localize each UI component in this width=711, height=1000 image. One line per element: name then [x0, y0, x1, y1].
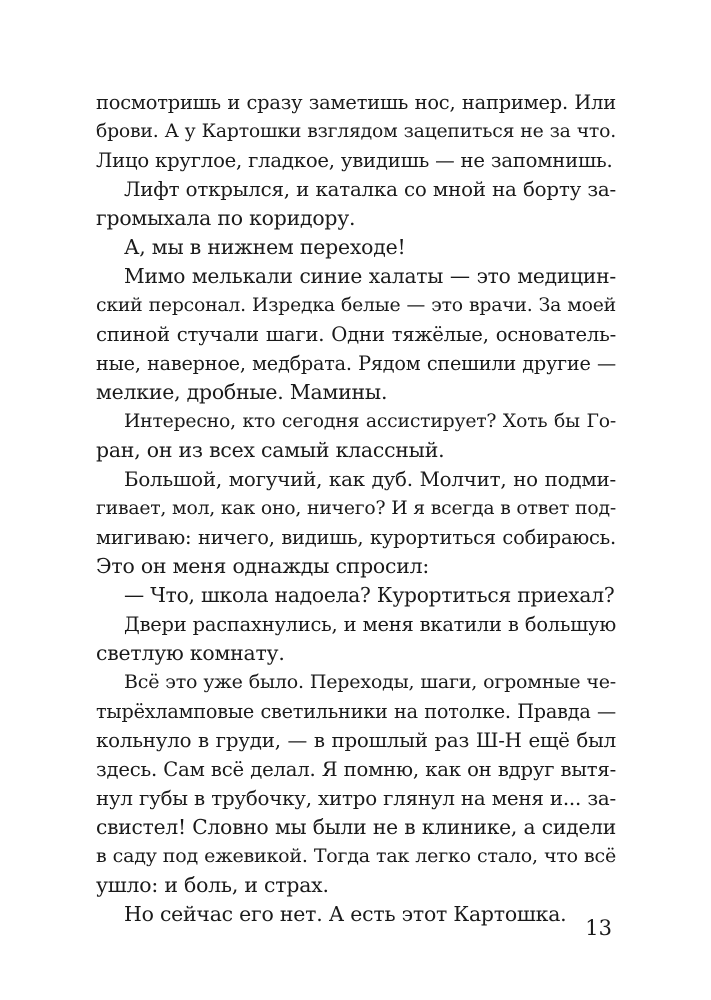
text-line: ные, наверное, медбрата. Рядом спешили другие —: [96, 352, 616, 375]
text-line: Лицо круглое, гладкое, увидишь — не запомнишь.: [96, 149, 613, 172]
text-line: тырёхламповые светильники на потолке. Правда —: [96, 700, 616, 723]
text-line: Мимо мелькали синие халаты — это медицин-: [124, 264, 616, 288]
text-line: Лифт открылся, и каталка со мной на борту за-: [124, 178, 616, 201]
text-line: свистел! Словно мы были не в клинике, а сидели: [96, 815, 616, 839]
text-line: спиной стучали шаги. Одни тяжёлые, основатель-: [96, 323, 616, 346]
text-line: нул губы в трубочку, хитро глянул на меня и... за-: [96, 787, 616, 810]
text-line: ский персонал. Изредка белые — это врачи. За моей: [96, 295, 616, 316]
text-line: Это он меня однажды спросил:: [96, 554, 430, 578]
text-line: в саду под ежевикой. Тогда так легко стало, что всё: [96, 845, 616, 867]
text-line: Но сейчас его нет. А есть этот Картошка.: [124, 902, 567, 926]
page-number: 13: [585, 916, 612, 940]
text-line: посмотришь и сразу заметишь нос, например. Или: [96, 91, 616, 114]
text-line: А, мы в нижнем переходе!: [124, 235, 406, 259]
text-line: гивает, мол, как оно, ничего? И я всегда в ответ под-: [96, 498, 616, 519]
text-line: светлую комнату.: [96, 641, 285, 665]
text-line: кольнуло в груди, — в прошлый раз Ш-Н ещё был: [96, 729, 616, 752]
text-line: брови. А у Картошки взглядом зацепиться не за что.: [96, 121, 616, 142]
text-line: Большой, могучий, как дуб. Молчит, но подми-: [124, 468, 616, 491]
text-line: Всё это уже было. Переходы, шаги, огромные че-: [124, 671, 616, 693]
body-text: [96, 88, 616, 929]
text-line: ран, он из всех самый классный.: [96, 438, 445, 462]
text-line: — Что, школа надоела? Курортиться приехал?: [124, 583, 615, 607]
text-line: мелкие, дробные. Мамины.: [96, 380, 388, 404]
text-line: мигиваю: ничего, видишь, курортиться собираюсь.: [96, 526, 616, 549]
text-line: здесь. Сам всё делал. Я помню, как он вдруг вытя-: [96, 758, 616, 781]
text-line: громыхала по коридору.: [96, 206, 356, 230]
text-line: Интересно, кто сегодня ассистирует? Хоть бы Го-: [124, 411, 616, 432]
text-line: Двери распахнулись, и меня вкатили в большую: [124, 613, 616, 636]
text-line: ушло: и боль, и страх.: [96, 873, 329, 897]
